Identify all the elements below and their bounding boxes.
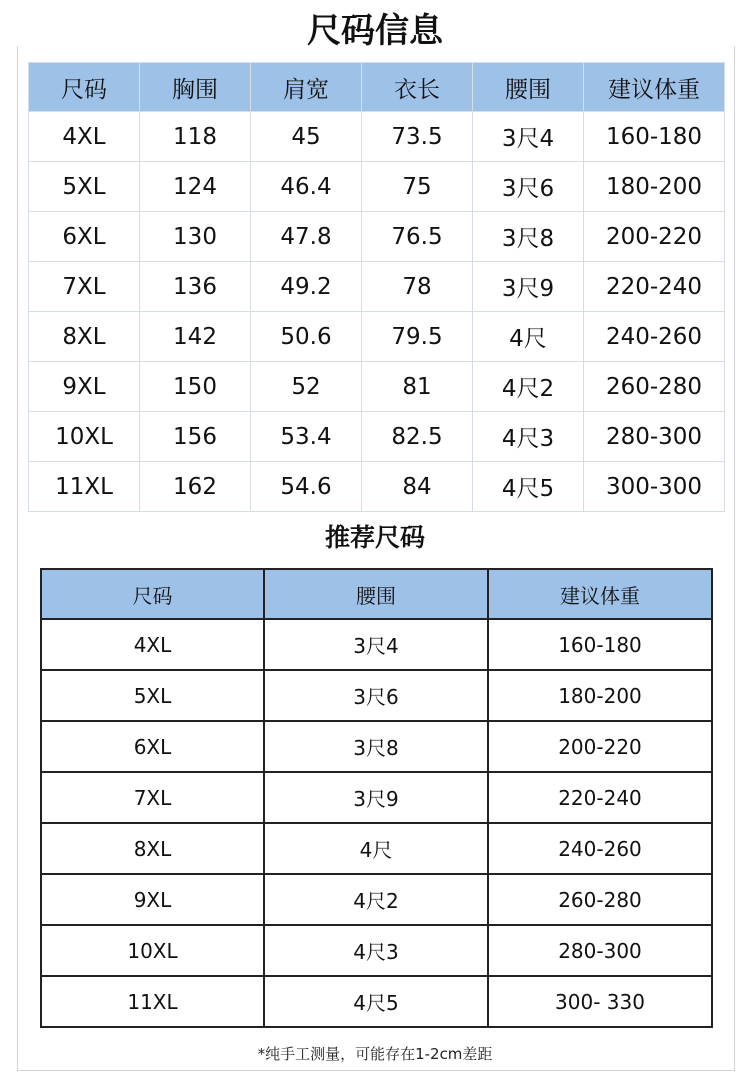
- table-cell: 76.5: [362, 212, 473, 262]
- table-row: [41, 925, 712, 976]
- size-table-header-row: [29, 63, 725, 112]
- header-cell: 尺码: [29, 63, 140, 112]
- table-row: [29, 212, 725, 262]
- table-cell: 79.5: [362, 312, 473, 362]
- page-title: 尺码信息: [307, 11, 443, 51]
- table-cell: 78: [362, 262, 473, 312]
- table-cell: 3尺9: [264, 772, 488, 823]
- table-cell: 84: [362, 462, 473, 512]
- table-cell: 4尺5: [264, 976, 488, 1027]
- table-cell: 130: [140, 212, 251, 262]
- table-row: [41, 619, 712, 670]
- table-cell: 10XL: [29, 412, 140, 462]
- table-cell: 45: [251, 112, 362, 162]
- table-row: [29, 412, 725, 462]
- table-cell: 6XL: [41, 721, 264, 772]
- table-row: [29, 362, 725, 412]
- table-cell: 260-280: [584, 362, 725, 412]
- table-cell: 162: [140, 462, 251, 512]
- header-cell: 建议体重: [488, 569, 712, 619]
- table-cell: 156: [140, 412, 251, 462]
- table-cell: 4尺: [264, 823, 488, 874]
- table-cell: 4尺5: [473, 462, 584, 512]
- table-cell: 220-240: [584, 262, 725, 312]
- table-cell: 3尺6: [473, 162, 584, 212]
- header-cell: 衣长: [362, 63, 473, 112]
- table-row: [29, 312, 725, 362]
- table-cell: 49.2: [251, 262, 362, 312]
- table-cell: 8XL: [41, 823, 264, 874]
- table-cell: 3尺4: [264, 619, 488, 670]
- table-cell: 11XL: [29, 462, 140, 512]
- table-cell: 53.4: [251, 412, 362, 462]
- table-cell: 160-180: [584, 112, 725, 162]
- table-cell: 200-220: [584, 212, 725, 262]
- table-cell: 220-240: [488, 772, 712, 823]
- table-cell: 46.4: [251, 162, 362, 212]
- header-cell: 尺码: [41, 569, 264, 619]
- table-cell: 73.5: [362, 112, 473, 162]
- table-cell: 180-200: [488, 670, 712, 721]
- table-row: [41, 823, 712, 874]
- table-row: [41, 721, 712, 772]
- table-row: [29, 462, 725, 512]
- size-table: [28, 62, 725, 512]
- table-cell: 5XL: [29, 162, 140, 212]
- table-cell: 124: [140, 162, 251, 212]
- table-cell: 75: [362, 162, 473, 212]
- table-row: [29, 262, 725, 312]
- header-cell: 腰围: [473, 63, 584, 112]
- table-cell: 9XL: [41, 874, 264, 925]
- table-cell: 4尺: [473, 312, 584, 362]
- table-cell: 260-280: [488, 874, 712, 925]
- table-cell: 5XL: [41, 670, 264, 721]
- table-row: [41, 976, 712, 1027]
- table-cell: 47.8: [251, 212, 362, 262]
- table-cell: 300-300: [584, 462, 725, 512]
- table-cell: 82.5: [362, 412, 473, 462]
- table-cell: 136: [140, 262, 251, 312]
- table-cell: 4XL: [29, 112, 140, 162]
- table-cell: 4尺2: [264, 874, 488, 925]
- table-cell: 118: [140, 112, 251, 162]
- recommend-table: [40, 568, 713, 1028]
- table-cell: 150: [140, 362, 251, 412]
- table-cell: 3尺8: [473, 212, 584, 262]
- table-cell: 7XL: [29, 262, 140, 312]
- recommend-table-header-row: [41, 569, 712, 619]
- table-cell: 3尺9: [473, 262, 584, 312]
- recommend-title: 推荐尺码: [324, 523, 425, 552]
- table-cell: 4尺2: [473, 362, 584, 412]
- table-row: [29, 162, 725, 212]
- table-cell: 52: [251, 362, 362, 412]
- table-cell: 81: [362, 362, 473, 412]
- table-cell: 4XL: [41, 619, 264, 670]
- table-cell: 240-260: [488, 823, 712, 874]
- table-cell: 280-300: [488, 925, 712, 976]
- table-cell: 3尺4: [473, 112, 584, 162]
- table-cell: 240-260: [584, 312, 725, 362]
- table-row: [29, 112, 725, 162]
- table-cell: 8XL: [29, 312, 140, 362]
- table-cell: 7XL: [41, 772, 264, 823]
- table-cell: 11XL: [41, 976, 264, 1027]
- table-cell: 300- 330: [488, 976, 712, 1027]
- header-cell: 建议体重: [584, 63, 725, 112]
- header-cell: 胸围: [140, 63, 251, 112]
- table-cell: 200-220: [488, 721, 712, 772]
- header-cell: 腰围: [264, 569, 488, 619]
- table-cell: 3尺8: [264, 721, 488, 772]
- table-cell: 9XL: [29, 362, 140, 412]
- table-row: [41, 874, 712, 925]
- table-cell: 4尺3: [473, 412, 584, 462]
- table-cell: 3尺6: [264, 670, 488, 721]
- table-cell: 4尺3: [264, 925, 488, 976]
- table-cell: 54.6: [251, 462, 362, 512]
- table-row: [41, 772, 712, 823]
- table-cell: 180-200: [584, 162, 725, 212]
- table-cell: 6XL: [29, 212, 140, 262]
- header-cell: 肩宽: [251, 63, 362, 112]
- table-cell: 160-180: [488, 619, 712, 670]
- table-cell: 142: [140, 312, 251, 362]
- table-cell: 10XL: [41, 925, 264, 976]
- measurement-note: *纯手工测量，可能存在1-2cm差距: [257, 1045, 493, 1063]
- table-row: [41, 670, 712, 721]
- table-cell: 280-300: [584, 412, 725, 462]
- table-cell: 50.6: [251, 312, 362, 362]
